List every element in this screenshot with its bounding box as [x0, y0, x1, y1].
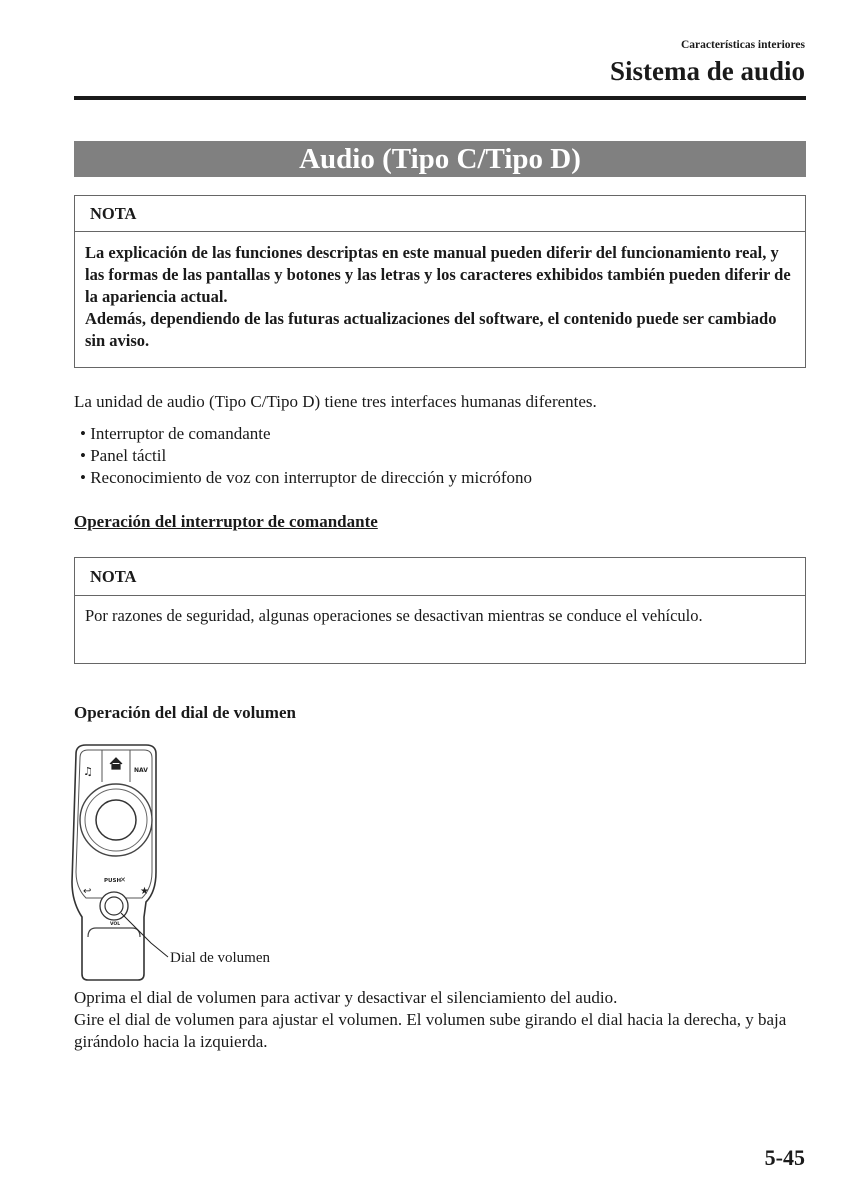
volume-dial-inner [105, 897, 123, 915]
page-title-banner: Audio (Tipo C/Tipo D) [74, 141, 806, 177]
volume-heading: Operación del dial de volumen [74, 703, 296, 722]
mute-icon: ✕ [120, 876, 126, 884]
favorite-star-icon: ★ [140, 886, 149, 897]
note-body: Por razones de seguridad, algunas operaciones se desactivan mientras se conduce el vehículo. [85, 606, 703, 625]
vol-label: VOL [110, 922, 121, 927]
header-divider [74, 96, 806, 100]
commander-switch-figure [66, 742, 296, 982]
note-box-safety [74, 557, 806, 664]
interface-list [80, 423, 532, 489]
nav-label: NAV [134, 767, 148, 774]
section-label: Características interiores [680, 39, 805, 51]
instruction-paragraph: Oprima el dial de volumen para activar y desactivar el silenciamiento del audio. [74, 988, 618, 1007]
list-item: • Panel táctil [80, 446, 167, 465]
chapter-title: Sistema de audio [609, 56, 805, 86]
note-paragraph: La explicación de las funciones descriptas en este manual pueden diferir del funcionamiento real, y las formas de las pantallas y botones y las letras y los caracteres exhibidos también pueden diferir de la apariencia actual. [85, 243, 791, 306]
page-number: 5-45 [764, 1145, 805, 1170]
intro-text: La unidad de audio (Tipo C/Tipo D) tiene tres interfaces humanas diferentes. [74, 392, 597, 411]
note-heading: NOTA [75, 558, 805, 596]
figure-callout-label: Dial de volumen [170, 950, 270, 966]
instruction-paragraph: Gire el dial de volumen para ajustar el volumen. El volumen sube girando el dial hacia la derecha, y baja girándolo hacia la izquierda. [74, 1010, 787, 1051]
list-item: • Reconocimiento de voz con interruptor de dirección y micrófono [80, 468, 533, 487]
note-body [75, 232, 805, 352]
commander-knob-center [96, 800, 136, 840]
list-item: • Interruptor de comandante [80, 424, 271, 443]
section-heading: Operación del interruptor de comandante [74, 512, 378, 531]
note-paragraph: Además, dependiendo de las futuras actualizaciones del software, el contenido puede ser cambiado sin aviso. [85, 309, 777, 350]
note-box-disclaimer [74, 195, 806, 368]
console-outline [72, 745, 156, 980]
push-label: PUSH [104, 878, 122, 884]
volume-instructions [74, 987, 806, 1053]
back-icon: ↩ [83, 886, 92, 897]
note-heading: NOTA [75, 196, 805, 232]
music-icon: ♫ [83, 765, 93, 778]
